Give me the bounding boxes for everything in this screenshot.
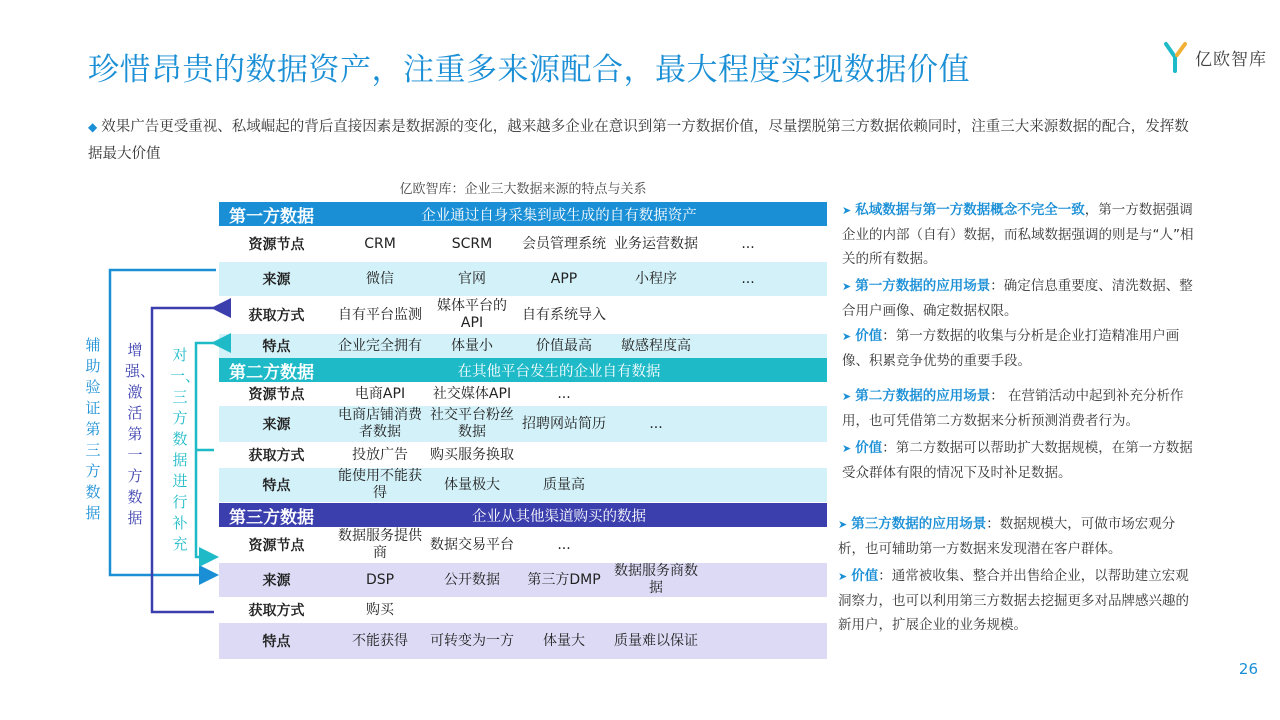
list-item: ➤ 第三方数据的应用场景：数据规模大，可做市场宏观分析，也可辅助第一方数据来发现潜在客户群体。 [838, 516, 1176, 557]
section-desc: 在其他平台发生的企业自有数据 [457, 363, 661, 380]
table-cell: 质量难以保证 [614, 632, 698, 649]
arrow-bullet-icon: ➤ [842, 204, 852, 217]
table-cell: 业务运营数据 [614, 235, 698, 252]
row-label: 来源 [262, 272, 291, 288]
enhance-label: 增强、激活第一方数据 [125, 341, 156, 527]
arrow-bullet-icon: ➤ [842, 442, 852, 455]
table-cell: 数据服务商数据 [614, 563, 698, 596]
page-title: 珍惜昂贵的数据资产，注重多来源配合，最大程度实现数据价值 [88, 52, 970, 88]
table-cell: APP [550, 270, 578, 287]
section-desc: 企业从其他渠道购买的数据 [472, 508, 646, 525]
table-cell: 微信 [366, 270, 394, 287]
table-cell: 第三方DMP [527, 571, 601, 588]
table-cell: CRM [364, 235, 396, 252]
logo-text: 亿欧智库 [1195, 49, 1267, 70]
arrow-bullet-icon: ➤ [842, 330, 852, 343]
row-label: 资源节点 [248, 237, 305, 253]
row-label: 资源节点 [248, 538, 305, 554]
row-label: 获取方式 [248, 448, 305, 464]
row-label: 来源 [262, 417, 291, 433]
arrow-bullet-icon: ➤ [842, 390, 852, 403]
list-item: ➤ 私域数据与第一方数据概念不完全一致，第一方数据强调企业的内部（自有）数据，而私域数据强调的则是与“人”相关的所有数据。 [842, 202, 1194, 267]
list-item: ➤ 价值：第二方数据可以帮助扩大数据规模，在第一方数据受众群体有限的情况下及时补足数据。 [842, 440, 1193, 481]
table-cell: 价值最高 [536, 337, 592, 354]
table-cell: 电商店铺消费者数据 [338, 407, 422, 440]
table-cell: ... [741, 235, 755, 252]
table-cell: SCRM [451, 235, 493, 252]
arrow-bullet-icon: ➤ [838, 518, 848, 531]
table-cell: 购买 [366, 601, 394, 618]
diamond-bullet-icon: ◆ [88, 120, 98, 134]
table-cell: 购买服务换取 [430, 446, 514, 463]
table-cell: 官网 [458, 270, 486, 287]
table-cell: 可转变为一方 [430, 632, 514, 649]
table-cell: 自有系统导入 [522, 306, 606, 323]
table-cell: 社交媒体API [432, 385, 512, 402]
table-cell: 体量小 [451, 337, 493, 354]
table-cell: 质量高 [543, 476, 585, 493]
table-cell: 自有平台监测 [338, 306, 422, 323]
arrow-bullet-icon: ➤ [838, 570, 848, 583]
table-cell: 数据交易平台 [430, 536, 514, 553]
supplement-label: 对一、三方数据进行补充 [170, 346, 201, 553]
list-item: ➤ 第二方数据的应用场景： 在营销活动中起到补充分析作用，也可凭借第二方数据来分析预测消费者行为。 [842, 388, 1184, 429]
table-cell: ... [649, 415, 663, 432]
list-item: ➤ 第一方数据的应用场景：确定信息重要度、清洗数据、整合用户画像、确定数据权限。 [842, 278, 1193, 319]
figure-caption: 亿欧智库：企业三大数据来源的特点与关系 [399, 182, 647, 197]
table-cell: ... [741, 270, 755, 287]
table-cell: 会员管理系统 [522, 235, 606, 252]
list-item: ➤ 价值：第一方数据的收集与分析是企业打造精准用户画像、积累竞争优势的重要手段。 [842, 328, 1180, 369]
table-cell: 招聘网站简历 [522, 415, 606, 432]
table-cell: 公开数据 [444, 571, 500, 588]
section-name: 第三方数据 [229, 507, 314, 528]
page-number: 26 [1238, 660, 1258, 678]
table-cell: DSP [365, 571, 395, 588]
row-label: 获取方式 [248, 308, 305, 324]
row-label: 资源节点 [248, 387, 305, 403]
table-cell: 体量极大 [444, 476, 500, 493]
table-cell: 体量大 [543, 632, 585, 649]
table-cell: 投放广告 [352, 446, 408, 463]
table-cell: 电商API [354, 385, 406, 402]
table-cell: 能使用不能获得 [338, 468, 422, 501]
intro-text: 效果广告更受重视、私域崛起的背后直接因素是数据源的变化，越来越多企业在意识到第一方数据价值，尽量摆脱第三方数据依赖同时，注重三大来源数据的配合，发挥数据最大价值 [88, 119, 1189, 162]
table-cell: 不能获得 [352, 632, 408, 649]
table-cell: 敏感程度高 [621, 337, 691, 354]
section-name: 第一方数据 [229, 206, 314, 227]
table-cell: ... [557, 536, 571, 553]
row-label: 特点 [262, 478, 291, 494]
row-label: 特点 [262, 634, 291, 650]
list-item: ➤ 价值：通常被收集、整合并出售给企业，以帮助建立宏观洞察力，也可以利用第三方数据去挖掘更多对品牌感兴趣的新用户，扩展企业的业务规模。 [838, 568, 1189, 633]
row-label: 获取方式 [248, 603, 305, 619]
table-cell: 企业完全拥有 [338, 337, 422, 354]
section-desc: 企业通过自身采集到或生成的自有数据资产 [421, 207, 697, 224]
table-cell: 数据服务提供商 [338, 528, 422, 561]
table-cell: ... [557, 385, 571, 402]
verify-label: 辅助验证第三方数据 [85, 336, 101, 522]
table-cell: 小程序 [635, 270, 677, 287]
row-label: 来源 [262, 573, 291, 589]
section-name: 第二方数据 [229, 362, 314, 383]
arrow-bullet-icon: ➤ [842, 280, 852, 293]
row-label: 特点 [262, 339, 291, 355]
table-cell: 媒体平台的API [437, 298, 507, 331]
table-cell: 社交平台粉丝数据 [430, 407, 514, 440]
